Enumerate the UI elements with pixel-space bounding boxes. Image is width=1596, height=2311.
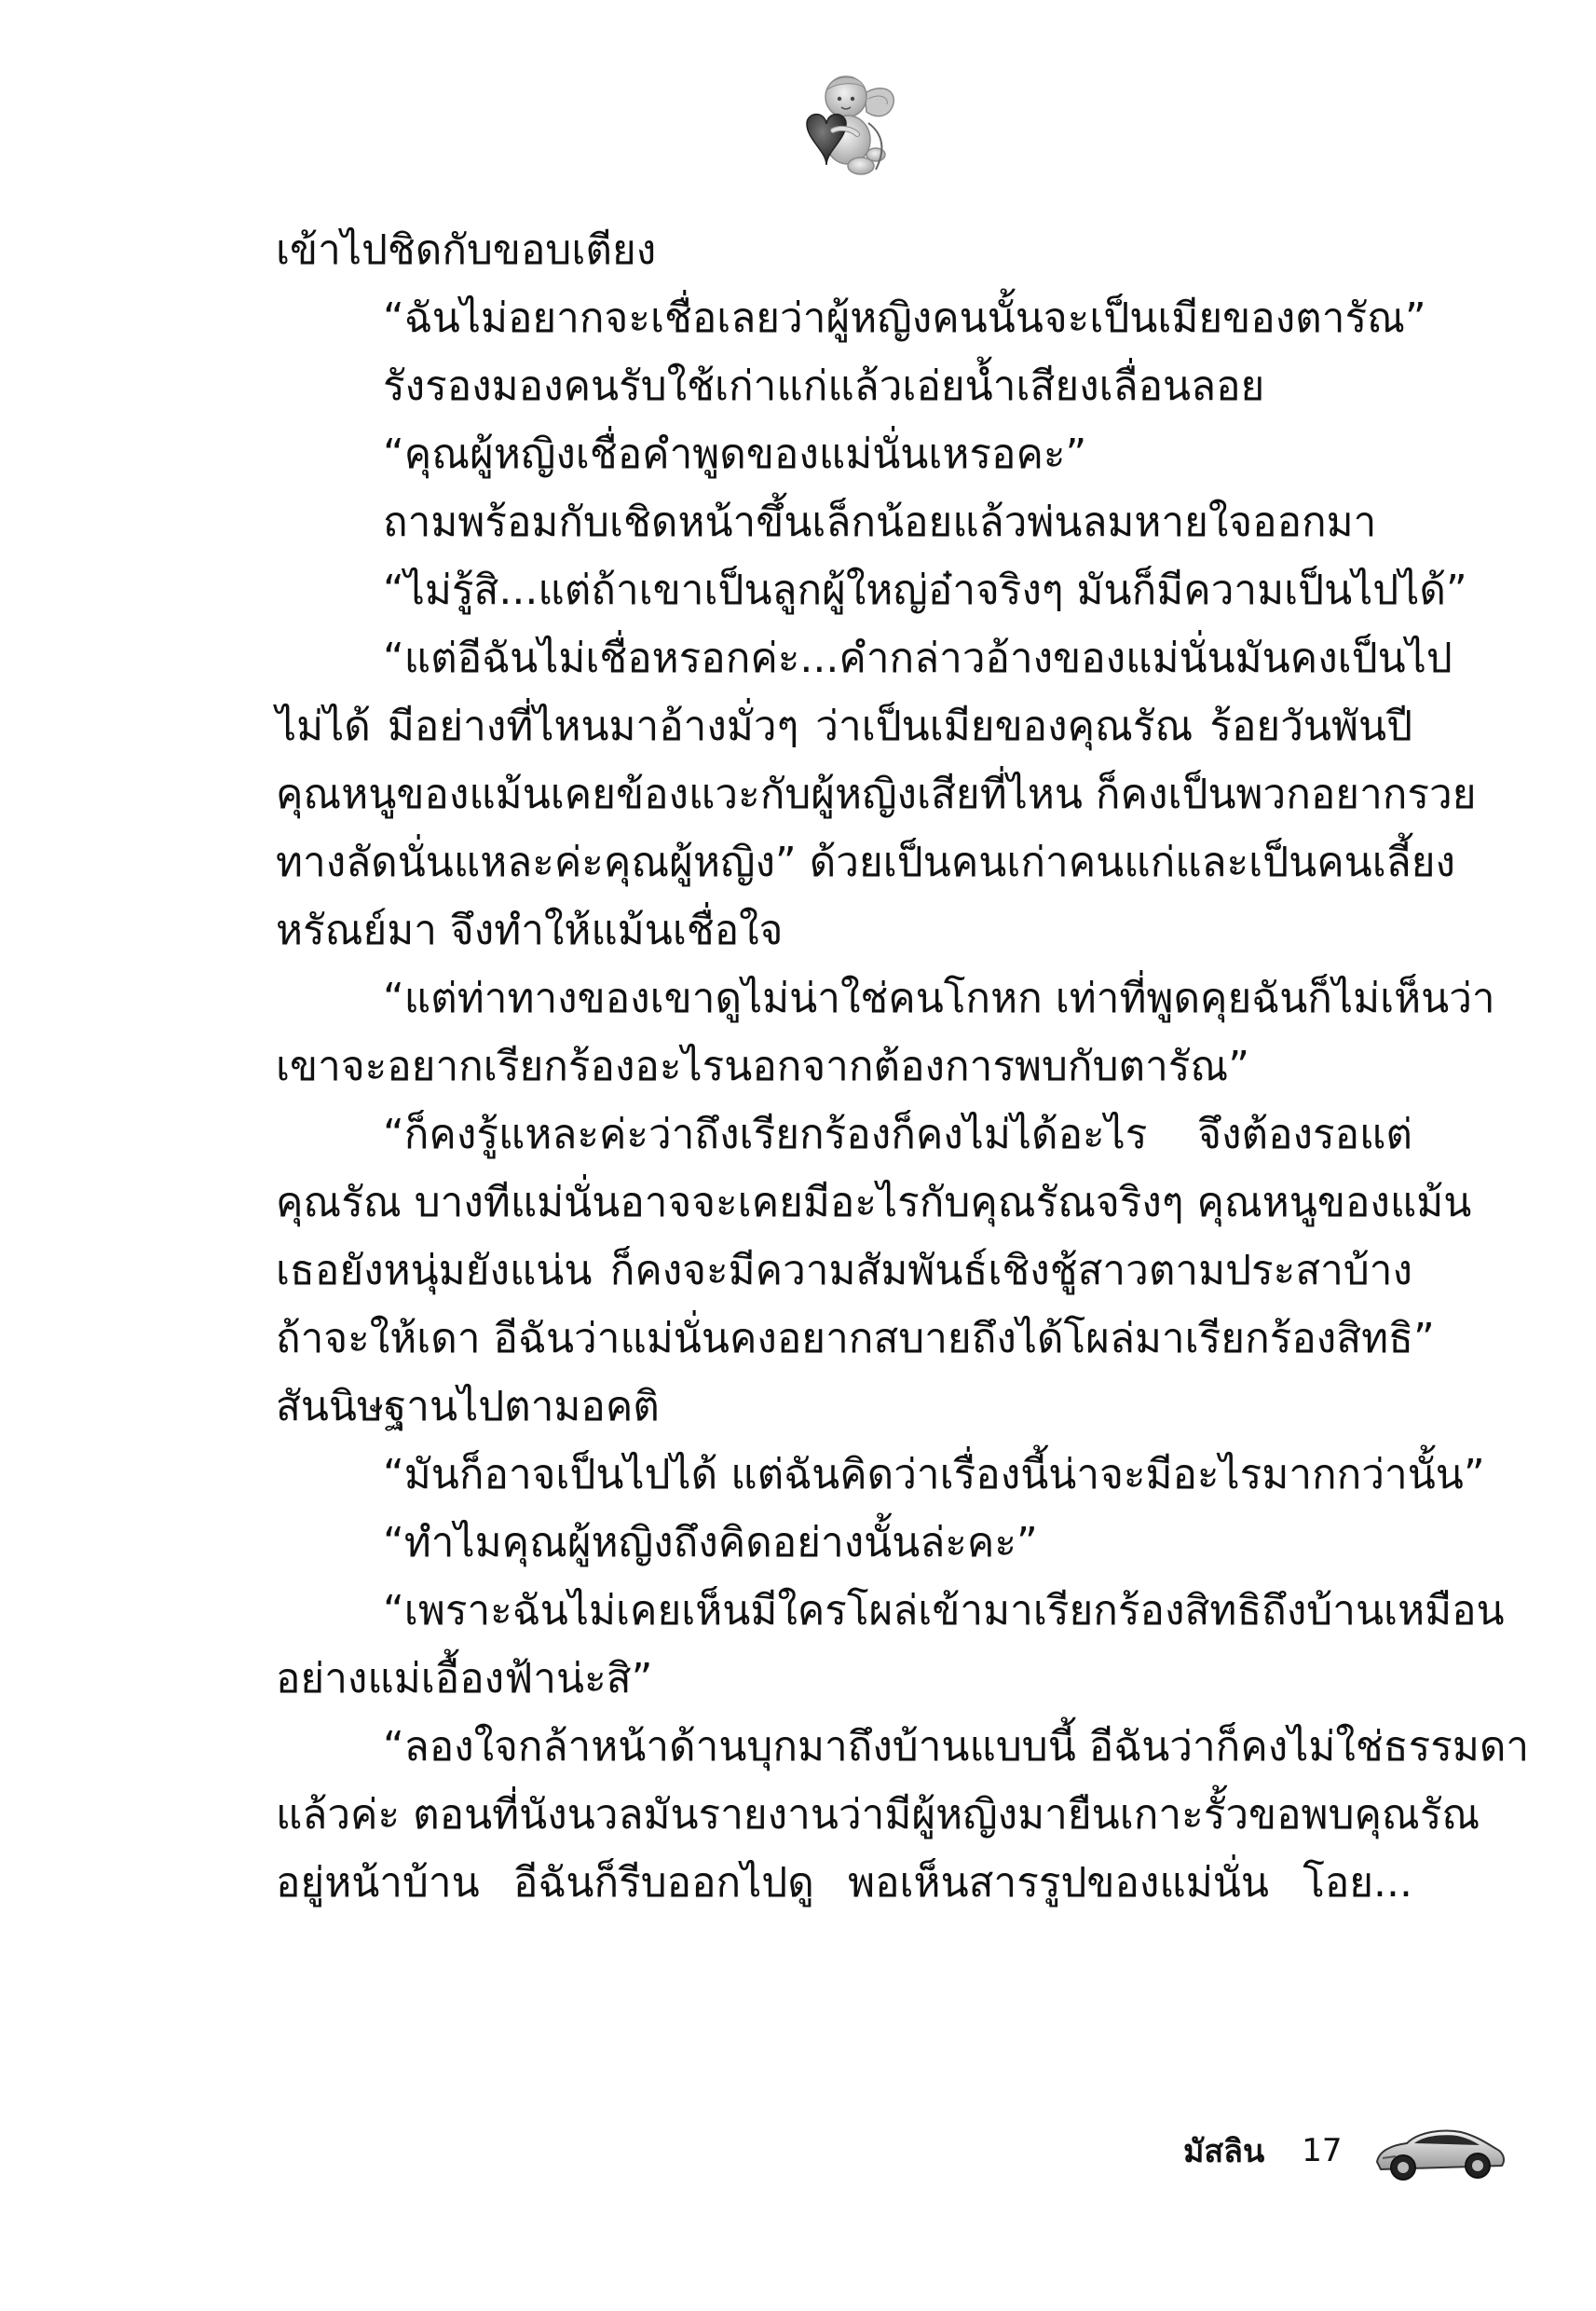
text-line: สันนิษฐานไปตามอคติ xyxy=(276,1383,660,1430)
text-line: “ไม่รู้สิ...แต่ถ้าเขาเป็นลูกผู้ใหญ่อ๋าจริงๆ มันก็มีความเป็นไปได้” xyxy=(383,567,1467,614)
text-line: “คุณผู้หญิงเชื่อคำพูดของแม่นั่นเหรอคะ” xyxy=(383,431,1087,478)
text-line: คุณหนูของแม้นเคยข้องแวะกับผู้หญิงเสียที่ไหน ก็คงเป็นพวกอยากรวย xyxy=(276,771,1477,818)
text-line: ถ้าจะให้เดา อีฉันว่าแม่นั่นคงอยากสบายถึงได้โผล่มาเรียกร้องสิทธิ” xyxy=(276,1315,1435,1362)
text-line: อย่างแม่เอื้องฟ้าน่ะสิ” xyxy=(276,1655,653,1702)
text-line: เขาจะอยากเรียกร้องอะไรนอกจากต้องการพบกับตารัณ” xyxy=(276,1043,1250,1090)
book-title: มัสลิน xyxy=(1183,2133,1265,2170)
text-line: “ทำไมคุณผู้หญิงถึงคิดอย่างนั้นล่ะคะ” xyxy=(383,1519,1038,1566)
text-line: “แต่อีฉันไม่เชื่อหรอกค่ะ...คำกล่าวอ้างของแม่นั่นมันคงเป็นไป xyxy=(383,635,1453,682)
cupid-heart-icon xyxy=(779,65,900,186)
text-line: อยู่หน้าบ้าน อีฉันก็รีบออกไปดู พอเห็นสารรูปของแม่นั่น โอย... xyxy=(276,1859,1412,1907)
text-line: คุณรัณ บางทีแม่นั่นอาจจะเคยมีอะไรกับคุณรัณจริงๆ คุณหนูของแม้น xyxy=(276,1179,1472,1226)
text-line: รังรองมองคนรับใช้เก่าแก่แล้วเอ่ยน้ำเสียงเลื่อนลอย xyxy=(383,362,1265,410)
text-line: “ก็คงรู้แหละค่ะว่าถึงเรียกร้องก็คงไม่ได้อะไร จึงต้องรอแต่ xyxy=(383,1111,1412,1158)
text-line: “เพราะฉันไม่เคยเห็นมีใครโผล่เข้ามาเรียกร้องสิทธิถึงบ้านเหมือน xyxy=(383,1587,1505,1634)
page-number: 17 xyxy=(1302,2132,1343,2169)
text-line: แล้วค่ะ ตอนที่นังนวลมันรายงานว่ามีผู้หญิงมายืนเกาะรั้วขอพบคุณรัณ xyxy=(276,1791,1480,1839)
text-line: “มันก็อาจเป็นไปได้ แต่ฉันคิดว่าเรื่องนี้น่าจะมีอะไรมากกว่านั้น” xyxy=(383,1451,1485,1498)
text-line: “แต่ท่าทางของเขาดูไม่น่าใช่คนโกหก เท่าที่พูดคุยฉันก็ไม่เห็นว่า xyxy=(383,975,1495,1022)
text-line: เธอยังหนุ่มยังแน่น ก็คงจะมีความสัมพันธ์เชิงชู้สาวตามประสาบ้าง xyxy=(276,1247,1412,1294)
text-line: ทางลัดนั่นแหละค่ะคุณผู้หญิง” ด้วยเป็นคนเก่าคนแก่และเป็นคนเลี้ยง xyxy=(276,839,1456,886)
text-line: ถามพร้อมกับเชิดหน้าขึ้นเล็กน้อยแล้วพ่นลมหายใจออกมา xyxy=(383,499,1377,546)
text-line: เข้าไปชิดกับขอบเตียง xyxy=(276,226,657,274)
sports-car-icon xyxy=(1370,2113,1509,2188)
text-line: “ลองใจกล้าหน้าด้านบุกมาถึงบ้านแบบนี้ อีฉันว่าก็คงไม่ใช่ธรรมดา xyxy=(383,1723,1530,1771)
body-text xyxy=(276,216,1530,1917)
page-footer xyxy=(1183,2123,1343,2179)
text-line: หรัณย์มา จึงทำให้แม้นเชื่อใจ xyxy=(276,907,784,954)
text-line: “ฉันไม่อยากจะเชื่อเลยว่าผู้หญิงคนนั้นจะเป็นเมียของตารัณ” xyxy=(383,294,1426,342)
text-line: ไม่ได้ มีอย่างที่ไหนมาอ้างมั่วๆ ว่าเป็นเมียของคุณรัณ ร้อยวันพันปี xyxy=(276,703,1412,750)
